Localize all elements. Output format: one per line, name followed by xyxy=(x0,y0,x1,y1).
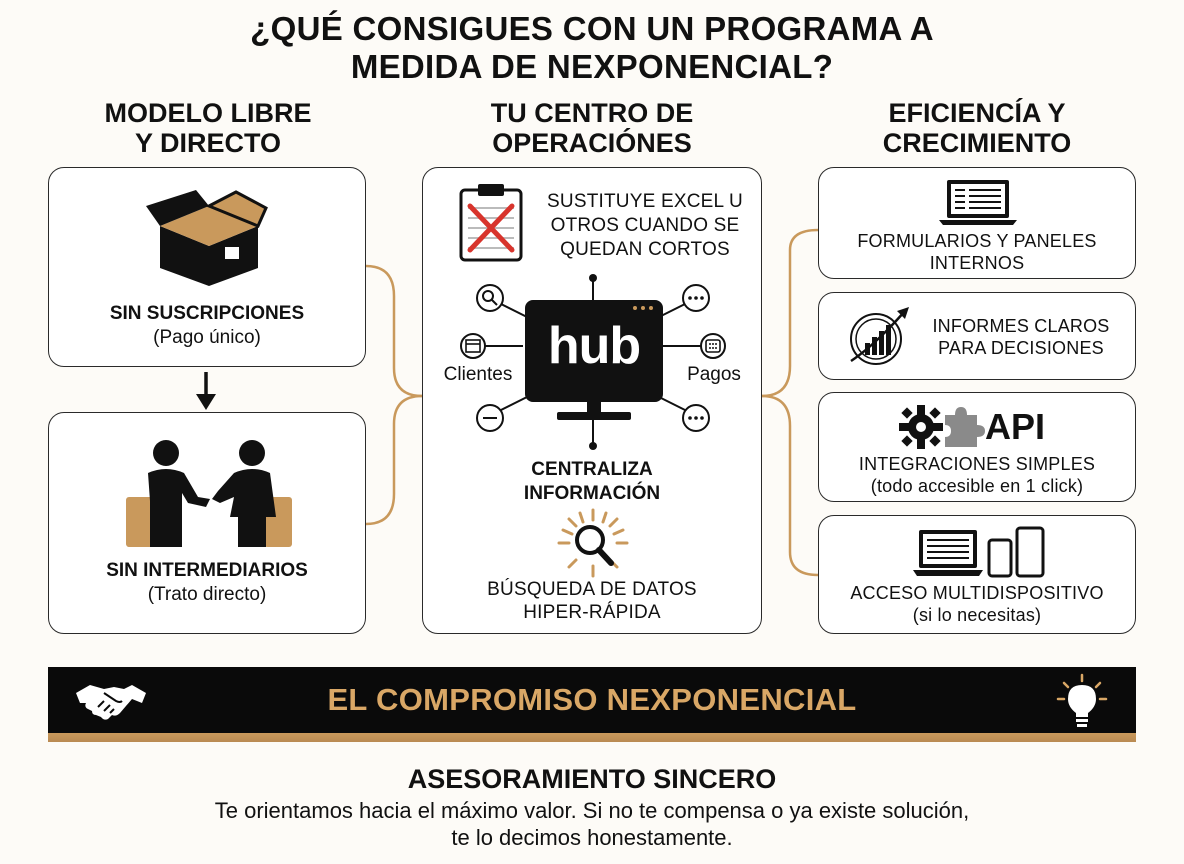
payments-label: Pagos xyxy=(687,364,741,385)
multidevice-line-2: (si lo necesitas) xyxy=(912,605,1042,625)
main-title-line-1: ¿QUÉ CONSIGUES CON UN PROGRAMA A xyxy=(250,10,934,47)
commitment-banner xyxy=(48,667,1136,733)
integrations-card xyxy=(818,392,1136,502)
operations-center-card xyxy=(422,167,762,634)
box-icon xyxy=(146,188,272,288)
column-header-center-line-1: TU CENTRO DE xyxy=(490,98,694,128)
search-node-icon xyxy=(477,285,503,311)
reports-line-1: INFORMES CLAROS xyxy=(932,316,1110,336)
replace-excel-line-2: OTROS CUANDO SE xyxy=(550,215,740,236)
multidevice-card xyxy=(818,515,1136,634)
search-burst-icon xyxy=(551,508,635,578)
arrow-down-icon xyxy=(194,370,218,412)
hub-label: hub xyxy=(547,317,641,375)
honest-advice-line-2: te lo decimos honestamente. xyxy=(451,825,733,850)
main-title-line-2: MEDIDA DE NEXPONENCIAL? xyxy=(350,48,834,85)
column-header-right-line-2: CRECIMIENTO xyxy=(882,128,1072,158)
replace-excel-line-3: QUEDAN CORTOS xyxy=(560,239,730,260)
forms-panels-line-1: FORMULARIOS Y PANELES xyxy=(857,231,1097,251)
fast-search-line-1: BÚSQUEDA DE DATOS xyxy=(487,579,697,600)
honest-advice-text xyxy=(0,797,1184,851)
reports-text xyxy=(921,315,1121,359)
forms-panels-text xyxy=(819,230,1135,274)
clipboard-x-icon xyxy=(458,182,524,262)
honest-advice-title: ASESORAMIENTO SINCERO xyxy=(407,764,777,794)
connector-bottom-left xyxy=(366,396,422,524)
no-intermediaries-title: SIN INTERMEDIARIOS xyxy=(106,560,308,581)
lightbulb-icon xyxy=(1054,673,1110,729)
replace-excel-line-1: SUSTITUYE EXCEL U xyxy=(547,191,743,212)
laptop-icon xyxy=(939,178,1017,226)
forms-panels-line-2: INTERNOS xyxy=(929,253,1025,273)
no-subscription-card xyxy=(48,167,366,367)
no-subscription-subtitle: (Pago único) xyxy=(153,327,261,348)
calendar-node-icon xyxy=(461,334,485,358)
integrations-text xyxy=(819,453,1135,497)
banner-accent-line xyxy=(48,733,1136,742)
integrations-line-2: (todo accesible en 1 click) xyxy=(870,476,1084,496)
fast-search-line-2: HIPER-RÁPIDA xyxy=(523,602,661,623)
handshake-people-icon xyxy=(126,437,292,553)
clients-label: Clientes xyxy=(443,364,513,385)
multidevice-line-1: ACCESO MULTIDISPOSITIVO xyxy=(850,583,1104,603)
no-subscription-title: SIN SUSCRIPCIONES xyxy=(109,303,305,324)
gear-puzzle-icon xyxy=(899,403,991,451)
integrations-line-1: INTEGRACIONES SIMPLES xyxy=(858,454,1096,474)
honest-advice-line-1: Te orientamos hacia el máximo valor. Si no te compensa o ya existe solución, xyxy=(214,798,970,823)
no-intermediaries-card xyxy=(48,412,366,634)
api-heading: API xyxy=(985,406,1046,447)
column-header-center-line-2: OPERACIÓNES xyxy=(492,128,692,158)
chart-growth-icon xyxy=(845,305,915,367)
reports-card xyxy=(818,292,1136,380)
keypad-node-icon xyxy=(701,334,725,358)
fast-search-text xyxy=(423,578,761,624)
centralize-text xyxy=(423,458,761,506)
no-intermediaries-subtitle: (Trato directo) xyxy=(147,584,267,605)
replace-excel-text xyxy=(535,190,755,262)
connector-bottom-right xyxy=(762,396,818,575)
reports-line-2: PARA DECISIONES xyxy=(938,338,1104,358)
column-header-right-line-1: EFICIENCÍA Y xyxy=(888,98,1066,128)
column-header-left-line-2: Y DIRECTO xyxy=(134,128,282,158)
multidevice-text xyxy=(819,582,1135,626)
connector-top-right xyxy=(762,230,818,396)
devices-icon xyxy=(913,526,1045,578)
centralize-line-1: CENTRALIZA xyxy=(531,459,653,480)
column-header-left-line-1: MODELO LIBRE xyxy=(104,98,312,128)
forms-panels-card xyxy=(818,167,1136,279)
connector-top-left xyxy=(366,266,422,396)
centralize-line-2: INFORMACIÓN xyxy=(523,483,661,504)
commitment-banner-text: EL COMPROMISO NEXPONENCIAL xyxy=(327,682,857,717)
